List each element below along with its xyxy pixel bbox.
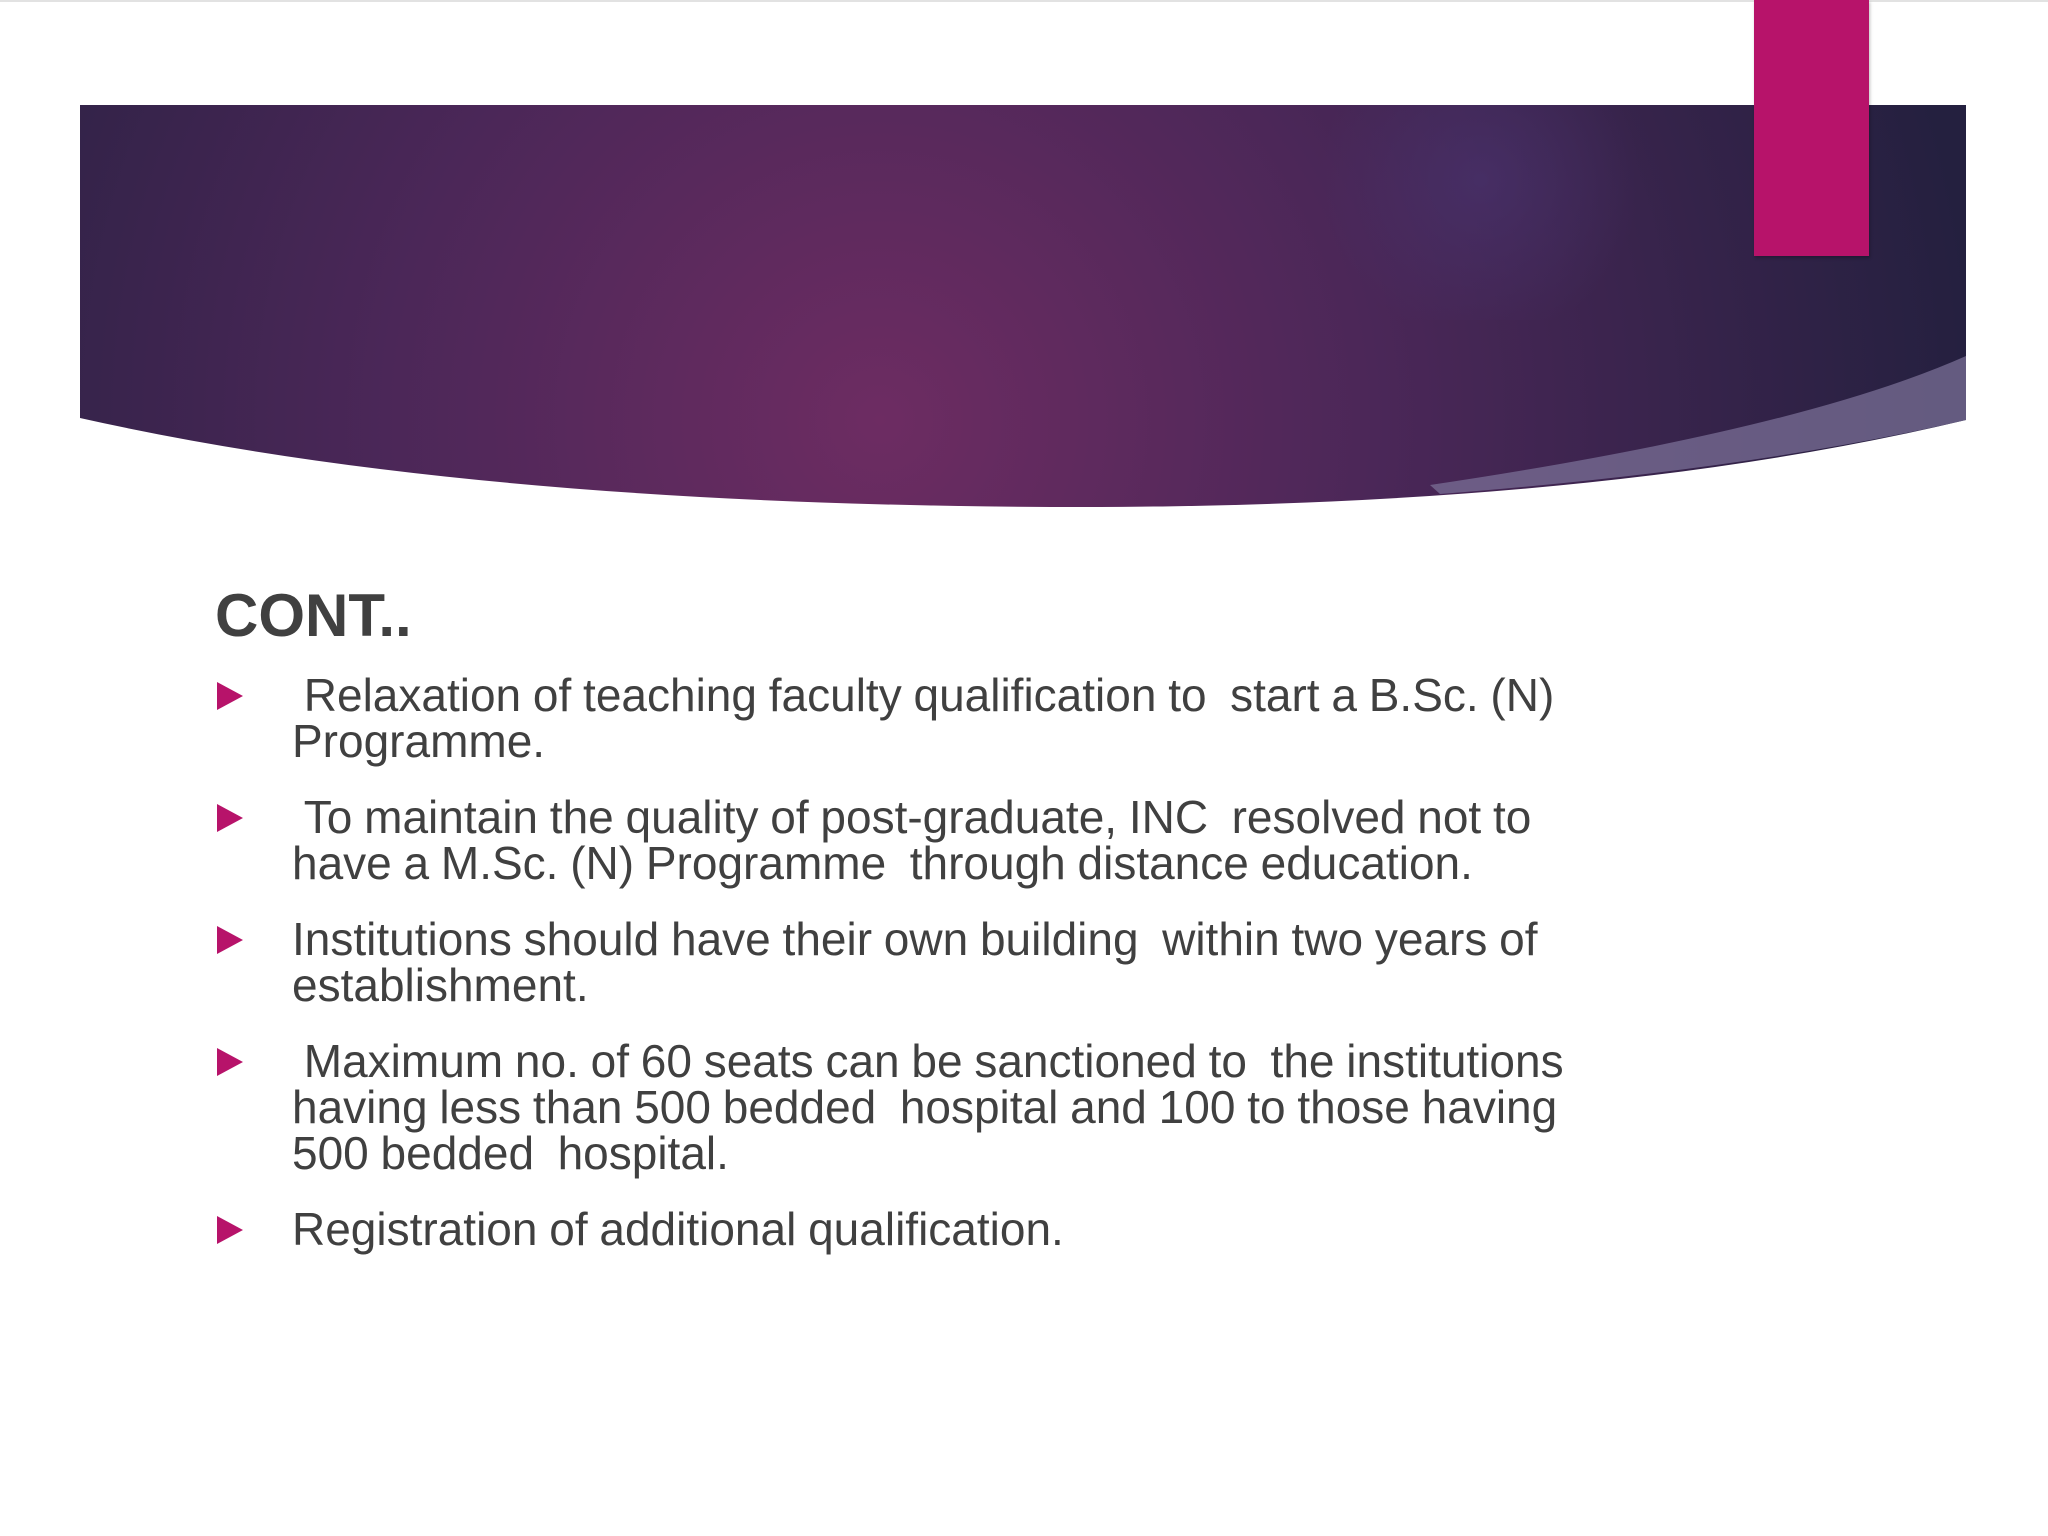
bullet-text: To maintain the quality of post-graduate, INC resolved not to have a M.Sc. (N) Programme through distance education. <box>292 791 1532 889</box>
header-banner <box>0 0 2048 520</box>
triangle-bullet-icon <box>217 804 243 832</box>
list-item <box>215 791 1715 889</box>
bullet-text: Relaxation of teaching faculty qualification to start a B.Sc. (N) Programme. <box>292 669 1555 767</box>
list-item <box>215 1035 1715 1179</box>
banner-right-glow <box>1300 105 1700 320</box>
slide-title: CONT.. <box>215 582 412 649</box>
list-item <box>215 913 1715 1011</box>
accent-tab <box>1754 0 1869 256</box>
bullet-text: Maximum no. of 60 seats can be sanctioned to the institutions having less than 500 bedded hospital and 100 to those having 500 bedded hospital. <box>292 1035 1564 1179</box>
triangle-bullet-icon <box>217 926 243 954</box>
triangle-bullet-icon <box>217 1216 243 1244</box>
list-item <box>215 669 1715 767</box>
bullet-list <box>215 669 1715 1255</box>
bullet-text: Registration of additional qualification. <box>292 1203 1064 1255</box>
triangle-bullet-icon <box>217 1048 243 1076</box>
bullet-text: Institutions should have their own building within two years of establishment. <box>292 913 1538 1011</box>
triangle-bullet-icon <box>217 682 243 710</box>
list-item <box>215 1203 1715 1255</box>
